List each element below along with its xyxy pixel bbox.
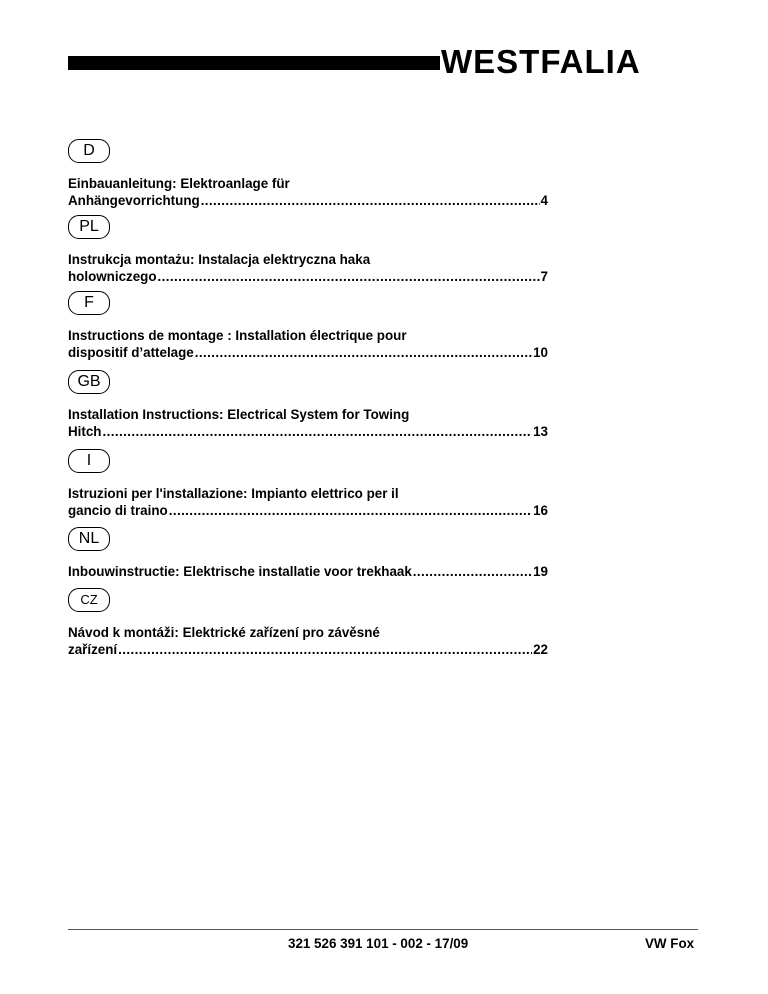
page-number: 7 (540, 269, 548, 284)
page-number: 10 (533, 345, 548, 360)
toc-entry-i (68, 449, 548, 519)
leader-dots (102, 423, 532, 440)
leader-dots (158, 268, 540, 285)
entry-title-line2[interactable] (68, 563, 548, 580)
lang-badge: F (68, 291, 110, 315)
toc-entry-f (68, 291, 548, 361)
page-number: 13 (533, 424, 548, 439)
leader-dots (118, 641, 532, 658)
toc-entry-gb (68, 370, 548, 440)
toc-entry-cz (68, 588, 548, 658)
lang-badge: NL (68, 527, 110, 551)
page-number: 19 (533, 564, 548, 579)
entry-title-line2[interactable] (68, 502, 548, 519)
entry-title-line2[interactable] (68, 268, 548, 285)
lang-badge: CZ (68, 588, 110, 612)
westfalia-logo: WESTFALIA (441, 43, 641, 80)
leader-dots (195, 344, 532, 361)
toc-entry-d (68, 139, 548, 209)
lang-badge: PL (68, 215, 110, 239)
lang-badge: D (68, 139, 110, 163)
toc-entry-nl (68, 527, 548, 580)
entry-title-tail: Anhängevorrichtung (68, 193, 200, 208)
vehicle-model: VW Fox (645, 936, 695, 951)
entry-title-line1: Instrukcja montażu: Instalacja elektryczna haka (68, 252, 371, 267)
header-bar (68, 56, 440, 70)
entry-title-tail: holowniczego (68, 269, 157, 284)
page-number: 4 (540, 193, 548, 208)
entry-title-tail: Inbouwinstructie: Elektrische installatie voor trekhaak (68, 564, 412, 579)
entry-title-line1: Instructions de montage : Installation électrique pour (68, 328, 407, 343)
document-code: 321 526 391 101 - 002 - 17/09 (288, 936, 469, 951)
leader-dots (201, 192, 540, 209)
leader-dots (413, 563, 532, 580)
leader-dots (169, 502, 532, 519)
entry-title-tail: dispositif d’attelage (68, 345, 194, 360)
lang-badge: GB (68, 370, 110, 394)
entry-title-line1: Návod k montáži: Elektrické zařízení pro závěsné (68, 625, 380, 640)
entry-title-line2[interactable] (68, 641, 548, 658)
lang-badge: I (68, 449, 110, 473)
footer-divider (68, 929, 698, 930)
entry-title-tail: Hitch (68, 424, 102, 439)
entry-title-line2[interactable] (68, 192, 548, 209)
entry-title-line2[interactable] (68, 344, 548, 361)
entry-title-tail: zařízení (68, 642, 118, 657)
entry-title-line2[interactable] (68, 423, 548, 440)
entry-title-tail: gancio di traino (68, 503, 168, 518)
entry-title-line1: Installation Instructions: Electrical System for Towing (68, 407, 410, 422)
entry-title-line1: Einbauanleitung: Elektroanlage für (68, 176, 290, 191)
page-number: 16 (533, 503, 548, 518)
entry-title-line1: Istruzioni per l'installazione: Impianto elettrico per il (68, 486, 399, 501)
toc-entry-pl (68, 215, 548, 285)
page-number: 22 (533, 642, 548, 657)
